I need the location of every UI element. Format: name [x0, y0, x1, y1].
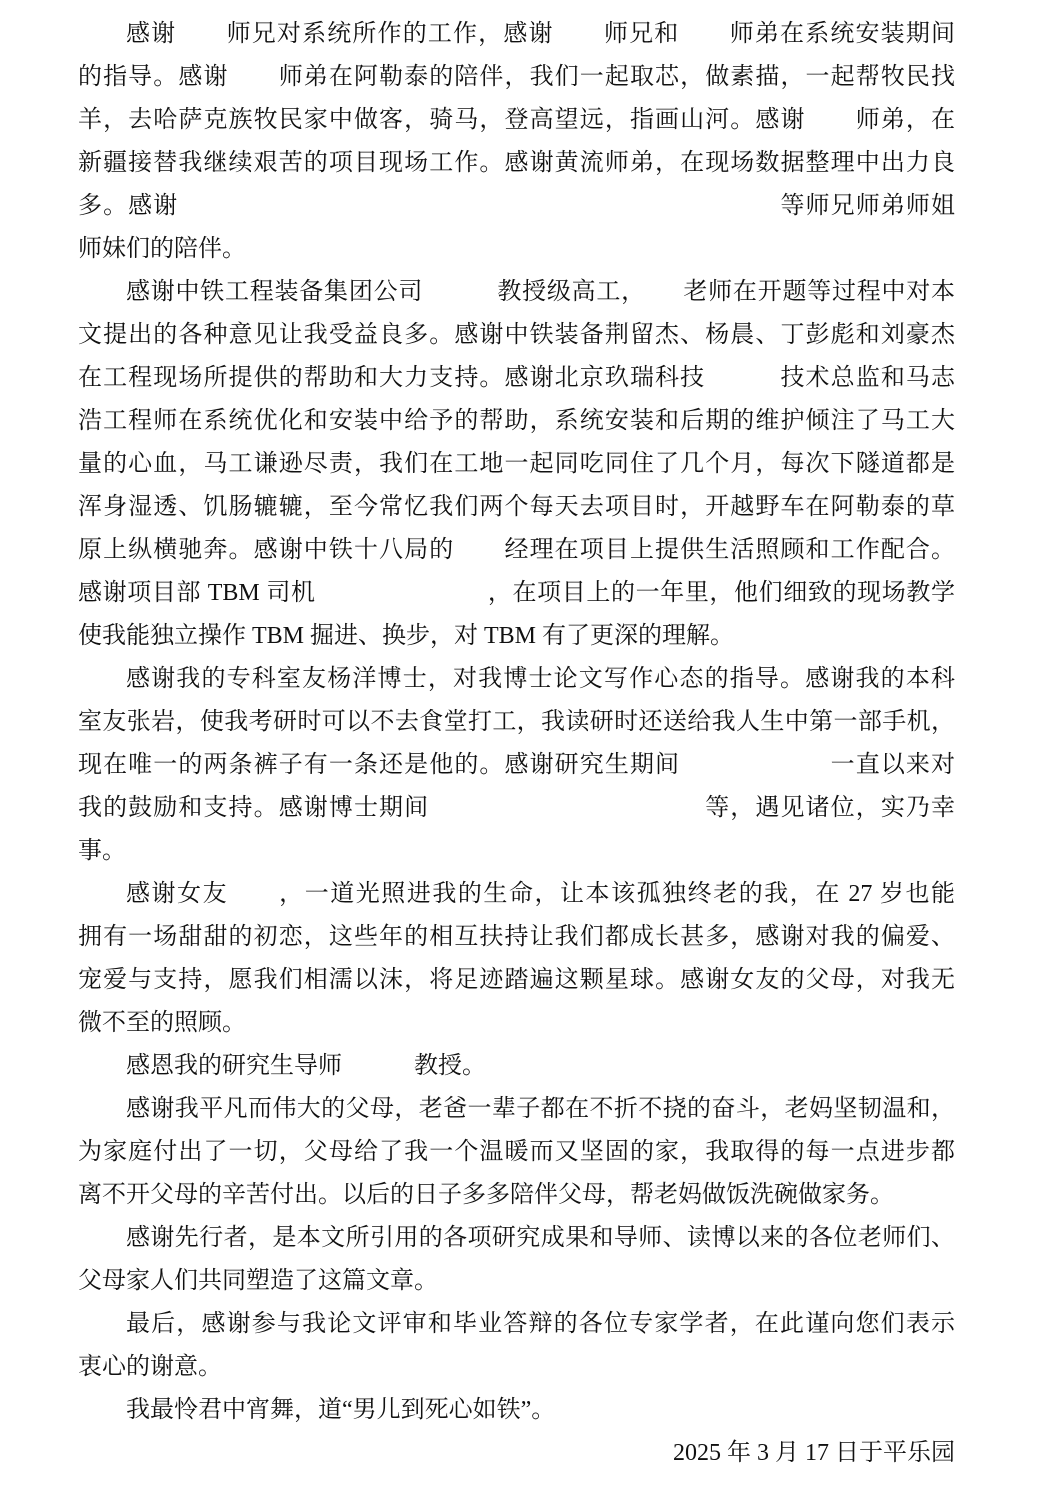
- text-line: 原上纵横驰奔。感谢中铁十八局的 经理在项目上提供生活照顾和工作配合。: [78, 537, 955, 563]
- text-line: 感谢我的专科室友杨洋博士，对我博士论文写作心态的指导。感谢我的本科: [126, 666, 955, 692]
- text-line: 感谢先行者，是本文所引用的各项研究成果和导师、读博以来的各位老师们、: [126, 1225, 955, 1251]
- text-line: 我最怜君中宵舞，道“男儿到死心如铁”。: [126, 1397, 556, 1423]
- text-line: 感谢项目部 TBM 司机 ，在项目上的一年里，他们细致的现场教学: [78, 580, 955, 606]
- paragraph: [78, 658, 955, 873]
- text-line: 离不开父母的辛苦付出。以后的日子多多陪伴父母，帮老妈做饭洗碗做家务。: [78, 1182, 894, 1208]
- text-line: 父母家人们共同塑造了这篇文章。: [78, 1268, 438, 1294]
- text-line: 拥有一场甜甜的初恋，这些年的相互扶持让我们都成长甚多，感谢对我的偏爱、: [78, 924, 955, 950]
- text-line: 师妹们的陪伴。: [78, 236, 246, 262]
- text-line: 事。: [78, 838, 126, 864]
- text-line: 现在唯一的两条裤子有一条还是他的。感谢研究生期间 一直以来对: [78, 752, 955, 778]
- text-line: 量的心血，马工谦逊尽责，我们在工地一起同吃同住了几个月，每次下隧道都是: [78, 451, 955, 477]
- text-line: 我的鼓励和支持。感谢博士期间 等，遇见诸位，实乃幸: [78, 795, 955, 821]
- text-line: 最后，感谢参与我论文评审和毕业答辩的各位专家学者，在此谨向您们表示: [126, 1311, 955, 1337]
- date-line: 2025 年 3 月 17 日于平乐园: [673, 1440, 955, 1466]
- paragraph: [78, 13, 955, 271]
- text-line: 浑身湿透、饥肠辘辘，至今常忆我们两个每天去项目时，开越野车在阿勒泰的草: [78, 494, 955, 520]
- text-line: 宠爱与支持，愿我们相濡以沫，将足迹踏遍这颗星球。感谢女友的父母，对我无: [78, 967, 955, 993]
- paragraph: [78, 1088, 955, 1217]
- text-line: 新疆接替我继续艰苦的项目现场工作。感谢黄流师弟，在现场数据整理中出力良: [78, 150, 955, 176]
- paragraph: [78, 1303, 955, 1389]
- acknowledgements-text: [78, 13, 955, 1432]
- text-line: 浩工程师在系统优化和安装中给予的帮助，系统安装和后期的维护倾注了马工大: [78, 408, 955, 434]
- paragraph: [78, 271, 955, 658]
- text-line: 在工程现场所提供的帮助和大力支持。感谢北京玖瑞科技 技术总监和马志: [78, 365, 955, 391]
- text-line: 感谢女友 ，一道光照进我的生命，让本该孤独终老的我，在 27 岁也能: [126, 881, 955, 907]
- paragraph: [78, 1389, 955, 1432]
- text-line: 为家庭付出了一切，父母给了我一个温暖而又坚固的家，我取得的每一点进步都: [78, 1139, 955, 1165]
- text-line: 感谢我平凡而伟大的父母，老爸一辈子都在不折不挠的奋斗，老妈坚韧温和，: [126, 1096, 955, 1122]
- text-line: 感谢 师兄对系统所作的工作，感谢 师兄和 师弟在系统安装期间: [126, 21, 955, 47]
- text-line: 室友张岩，使我考研时可以不去食堂打工，我读研时还送给我人生中第一部手机，: [78, 709, 955, 735]
- text-line: 的指导。感谢 师弟在阿勒泰的陪伴，我们一起取芯，做素描，一起帮牧民找: [78, 64, 955, 90]
- text-line: 羊，去哈萨克族牧民家中做客，骑马，登高望远，指画山河。感谢 师弟，在: [78, 107, 955, 133]
- paragraph: [78, 873, 955, 1045]
- paragraph: [78, 1045, 955, 1088]
- text-line: 使我能独立操作 TBM 掘进、换步，对 TBM 有了更深的理解。: [78, 623, 735, 649]
- text-line: 衷心的谢意。: [78, 1354, 222, 1380]
- text-line: 感谢中铁工程装备集团公司 教授级高工， 老师在开题等过程中对本: [126, 279, 955, 305]
- text-line: 感恩我的研究生导师 教授。: [126, 1053, 486, 1079]
- text-line: 文提出的各种意见让我受益良多。感谢中铁装备荆留杰、杨晨、丁彭彪和刘豪杰: [78, 322, 955, 348]
- text-line: 微不至的照顾。: [78, 1010, 246, 1036]
- paragraph: [78, 1217, 955, 1303]
- text-line: 多。感谢 等师兄师弟师姐: [78, 193, 955, 219]
